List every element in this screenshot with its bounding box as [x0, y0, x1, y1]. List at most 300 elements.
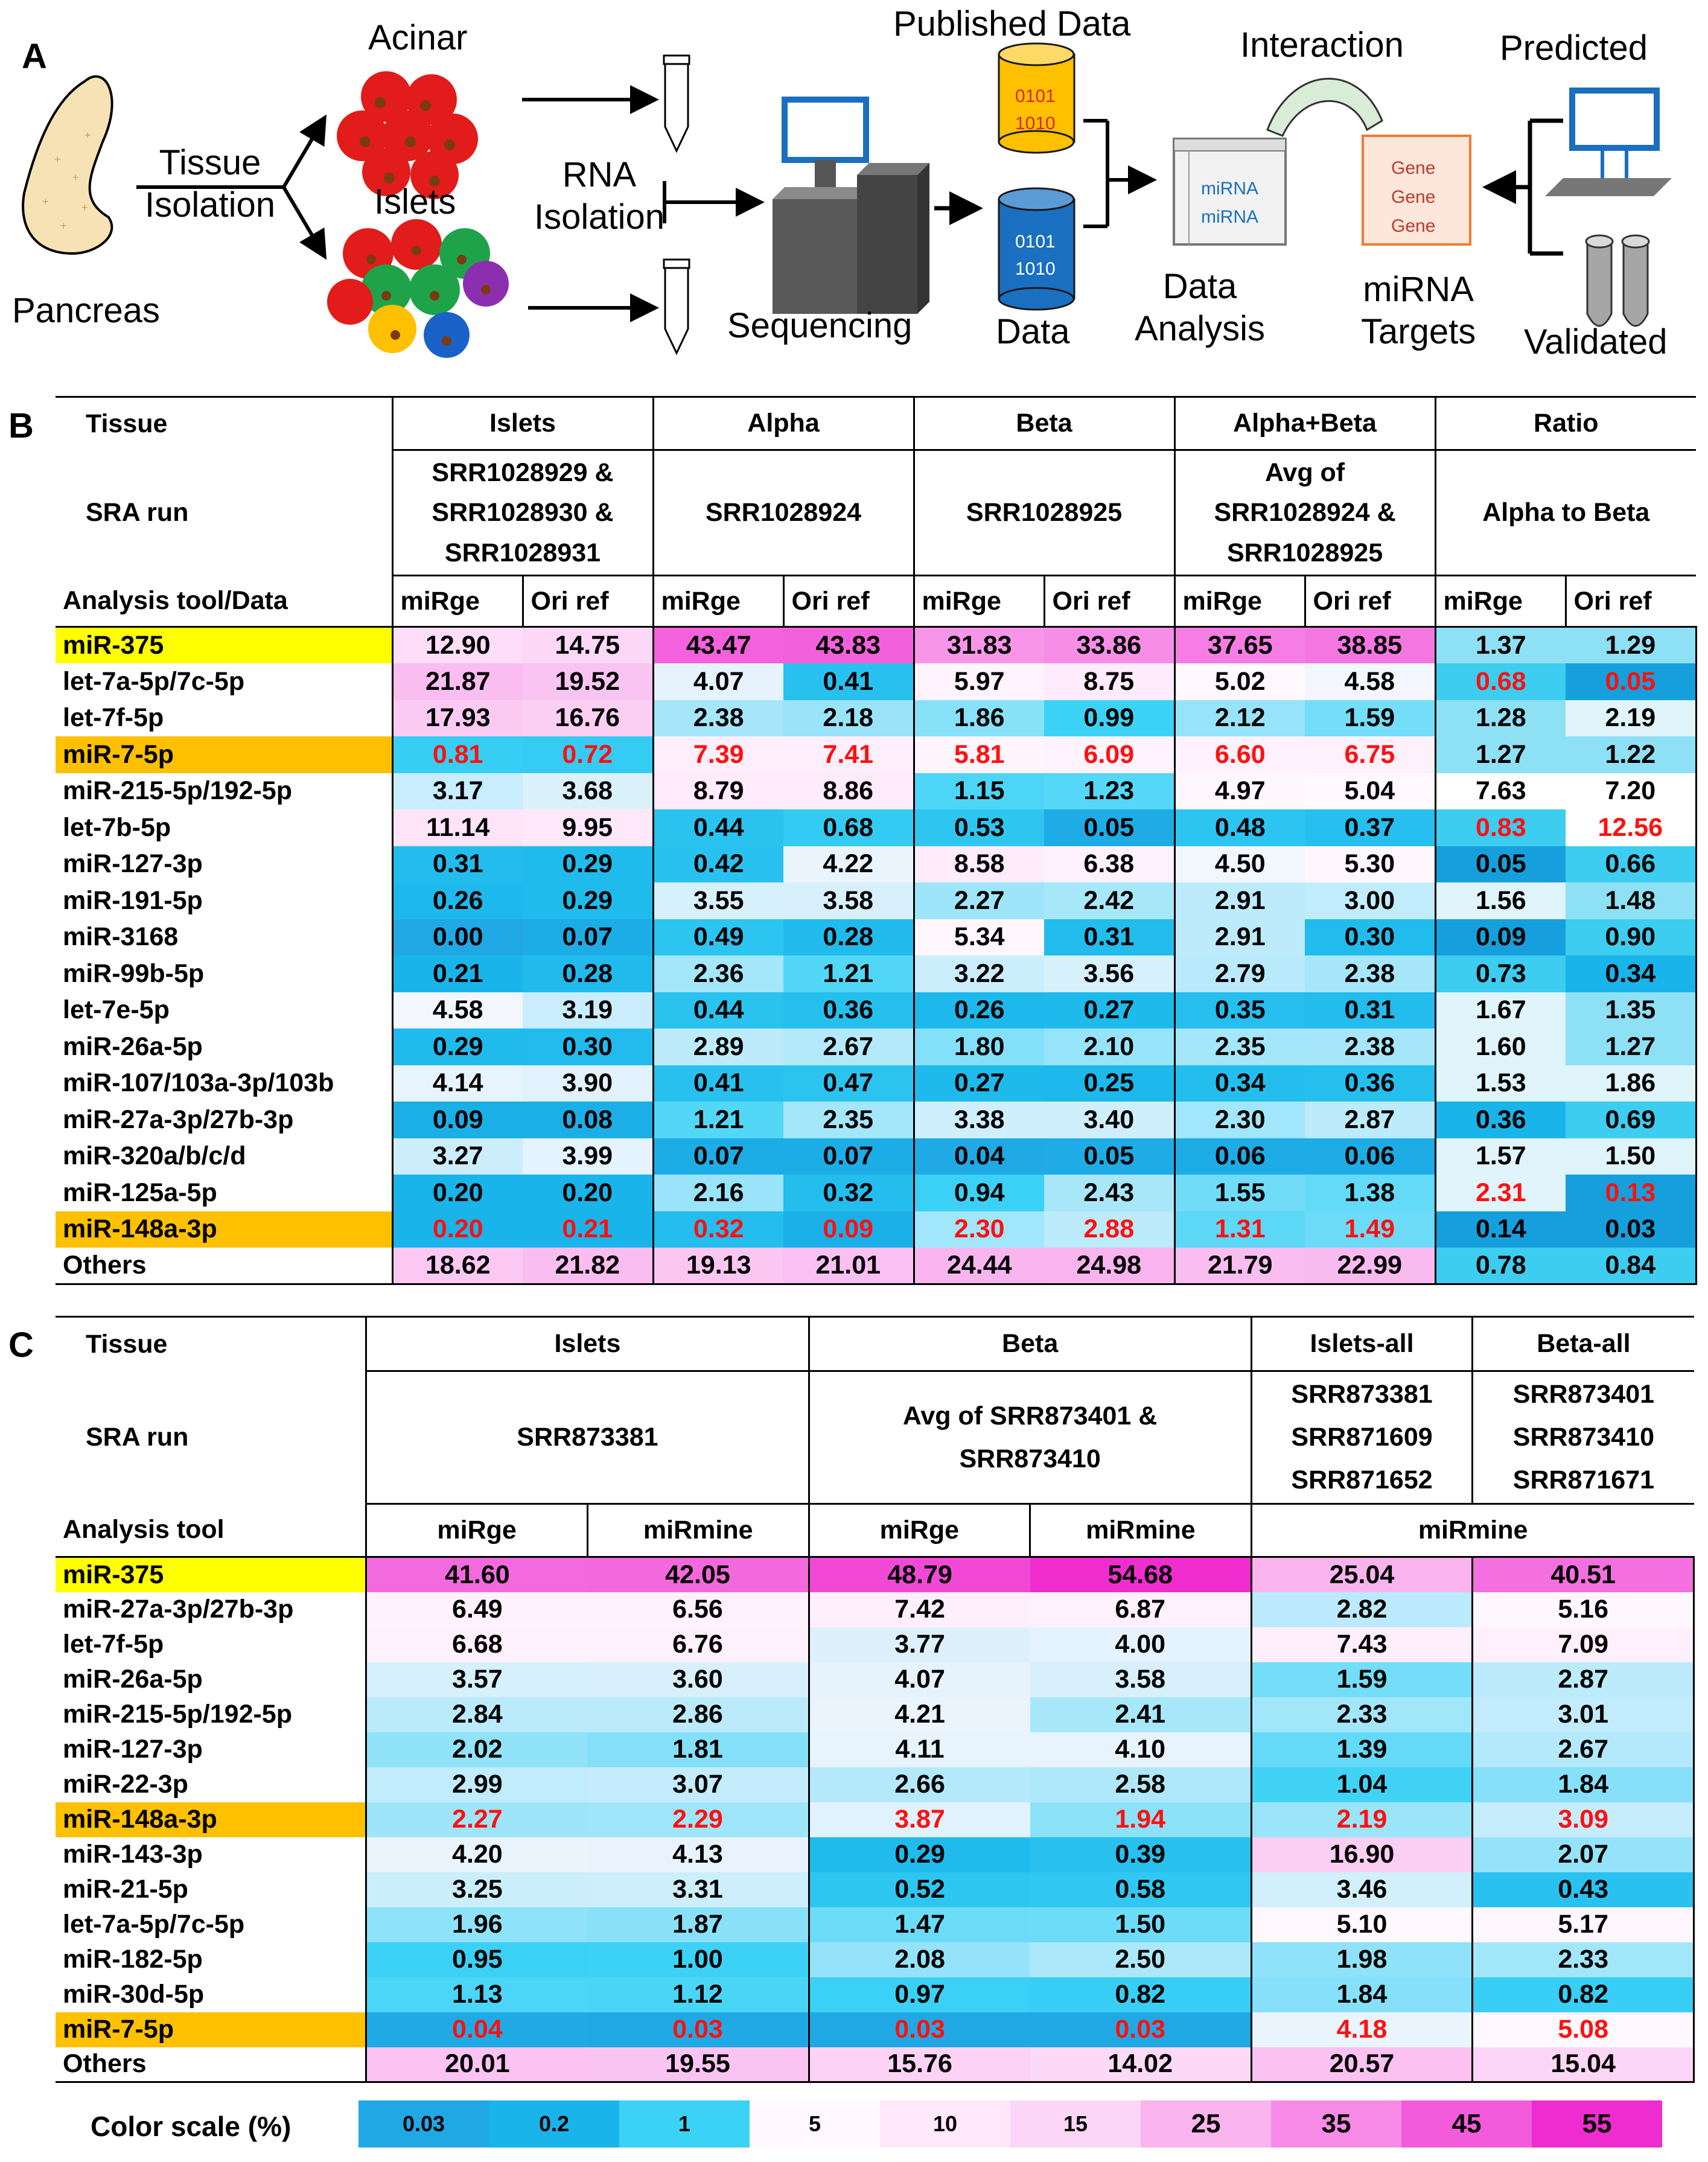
value-cell: 24.98	[1044, 1248, 1174, 1284]
value-cell: 7.63	[1435, 773, 1566, 810]
value-cell: 6.75	[1305, 736, 1435, 773]
value-cell: 5.10	[1251, 1907, 1473, 1942]
value-cell: 0.29	[392, 1028, 523, 1065]
table-c-tool-cell: miRmine	[1030, 1504, 1252, 1557]
value-cell: 20.57	[1251, 2047, 1473, 2082]
value-cell: 0.68	[783, 809, 914, 846]
value-cell: 0.53	[914, 809, 1044, 846]
row-name: miR-215-5p/192-5p	[63, 776, 292, 806]
table-row	[56, 1211, 1696, 1248]
value-cell: 3.46	[1251, 1872, 1473, 1907]
interaction-label: Interaction	[1240, 25, 1404, 65]
value-cell: 16.90	[1251, 1837, 1473, 1872]
data-label: Data	[996, 312, 1070, 351]
row-name: miR-7-5p	[56, 736, 392, 773]
row-name: miR-125a-5p	[63, 1178, 217, 1207]
sequencer-icon	[773, 100, 929, 314]
table-b-sra-row	[56, 450, 1696, 576]
table-c-sra-cell: Avg of SRR873401 & SRR873410	[809, 1371, 1251, 1504]
color-scale-stop: 0.2	[489, 2100, 619, 2148]
value-cell: 0.04	[366, 2012, 588, 2047]
table-row	[56, 1138, 1696, 1175]
value-cell: 3.31	[587, 1872, 809, 1907]
value-cell: 1.22	[1566, 736, 1696, 773]
row-name: miR-27a-3p/27b-3p	[63, 1105, 294, 1134]
value-cell: 0.99	[1044, 700, 1174, 737]
value-cell: 16.76	[523, 700, 653, 737]
row-name: miR-182-5p	[63, 1945, 203, 1974]
value-cell: 0.21	[392, 955, 523, 992]
value-cell: 3.68	[523, 773, 653, 810]
value-cell: 54.68	[1030, 1557, 1252, 1592]
value-cell: 43.47	[653, 627, 783, 664]
table-c-sra-cell: SRR873381 SRR871609 SRR871652	[1251, 1371, 1473, 1504]
value-cell: 0.27	[1044, 992, 1174, 1029]
color-scale-stop: 10	[880, 2100, 1010, 2148]
table-row	[56, 627, 1696, 664]
table-row	[56, 1977, 1694, 2012]
value-cell: 0.97	[809, 1977, 1030, 2012]
value-cell: 0.03	[1566, 1211, 1696, 1248]
published-bits: 0101 1010	[1015, 86, 1056, 133]
value-cell: 3.25	[366, 1872, 588, 1907]
value-cell: 1.98	[1251, 1942, 1473, 1977]
value-cell: 2.67	[783, 1028, 914, 1065]
data-analysis-label: Data Analysis	[1135, 267, 1265, 348]
mirna-doc-text: miRNA miRNA	[1201, 179, 1258, 227]
color-scale-stop: 1	[619, 2100, 750, 2148]
value-cell: 0.09	[1435, 919, 1566, 956]
value-cell: 21.79	[1174, 1248, 1305, 1284]
table-c-group-header: Beta-all	[1473, 1317, 1694, 1371]
value-cell: 6.60	[1174, 736, 1305, 773]
value-cell: 43.83	[783, 627, 914, 664]
value-cell: 1.57	[1435, 1138, 1566, 1175]
value-cell: 14.02	[1030, 2047, 1252, 2082]
value-cell: 2.67	[1473, 1732, 1694, 1767]
value-cell: 7.09	[1473, 1627, 1694, 1662]
value-cell: 0.30	[523, 1028, 653, 1065]
value-cell: 0.34	[1566, 955, 1696, 992]
value-cell: 2.41	[1030, 1697, 1252, 1732]
value-cell: 2.29	[587, 1802, 809, 1837]
value-cell: 4.50	[1174, 846, 1305, 883]
value-cell: 4.18	[1251, 2012, 1473, 2047]
row-name: let-7f-5p	[63, 703, 164, 733]
table-c-sra-row	[56, 1371, 1694, 1504]
value-cell: 0.32	[783, 1175, 914, 1211]
panel-b-table	[56, 396, 1697, 1285]
value-cell: 8.58	[914, 846, 1044, 883]
value-cell: 2.07	[1473, 1837, 1694, 1872]
value-cell: 0.03	[587, 2012, 809, 2047]
value-cell: 2.12	[1174, 700, 1305, 737]
value-cell: 2.08	[809, 1942, 1030, 1977]
value-cell: 2.35	[1174, 1028, 1305, 1065]
table-row	[56, 663, 1696, 700]
table-row	[56, 846, 1696, 883]
value-cell: 0.34	[1174, 1065, 1305, 1102]
value-cell: 3.19	[523, 992, 653, 1029]
value-cell: 2.82	[1251, 1592, 1473, 1627]
value-cell: 8.86	[783, 773, 914, 810]
sequencing-label: Sequencing	[727, 306, 913, 345]
value-cell: 7.39	[653, 736, 783, 773]
value-cell: 5.08	[1473, 2012, 1694, 2047]
value-cell: 1.86	[1566, 1065, 1696, 1102]
value-cell: 2.87	[1305, 1102, 1435, 1138]
table-c-tool-row	[56, 1504, 1694, 1557]
value-cell: 1.48	[1566, 882, 1696, 919]
table-b-group-header: Ratio	[1435, 397, 1696, 450]
table-b-group-header: Islets	[392, 397, 653, 450]
value-cell: 21.01	[783, 1248, 914, 1284]
value-cell: 2.19	[1251, 1802, 1473, 1837]
value-cell: 19.55	[587, 2047, 809, 2082]
value-cell: 5.81	[914, 736, 1044, 773]
value-cell: 6.76	[587, 1627, 809, 1662]
value-cell: 0.05	[1566, 663, 1696, 700]
table-row	[56, 882, 1696, 919]
table-c-sra-cell: SRR873381	[366, 1371, 809, 1504]
value-cell: 0.26	[914, 992, 1044, 1029]
value-cell: 0.20	[523, 1175, 653, 1211]
value-cell: 2.10	[1044, 1028, 1174, 1065]
value-cell: 4.07	[809, 1662, 1030, 1697]
table-row	[56, 1907, 1694, 1942]
table-b-subcol-header: miRge	[392, 576, 523, 627]
value-cell: 5.17	[1473, 1907, 1694, 1942]
table-b-subcol-header: miRge	[1435, 576, 1566, 627]
svg-text:+: +	[81, 202, 88, 214]
pancreas-label: Pancreas	[12, 291, 161, 330]
value-cell: 4.20	[366, 1837, 588, 1872]
value-cell: 1.60	[1435, 1028, 1566, 1065]
value-cell: 3.17	[392, 773, 523, 810]
value-cell: 2.38	[653, 700, 783, 737]
published-data-label: Published Data	[893, 4, 1131, 43]
value-cell: 3.57	[366, 1662, 588, 1697]
table-row	[56, 1175, 1696, 1211]
tube-icon-top	[664, 56, 689, 151]
value-cell: 0.20	[392, 1211, 523, 1248]
value-cell: 0.04	[914, 1138, 1044, 1175]
table-row	[56, 1592, 1694, 1627]
value-cell: 0.05	[1435, 846, 1566, 883]
table-c-group-header: Islets-all	[1251, 1317, 1473, 1371]
table-b-group-header: Alpha+Beta	[1174, 397, 1435, 450]
value-cell: 5.30	[1305, 846, 1435, 883]
value-cell: 6.49	[366, 1592, 588, 1627]
row-name: miR-215-5p/192-5p	[63, 1700, 292, 1729]
table-c-group-header: Islets	[366, 1317, 809, 1371]
value-cell: 9.95	[523, 809, 653, 846]
value-cell: 2.30	[1174, 1102, 1305, 1138]
row-name: Others	[56, 2047, 366, 2082]
value-cell: 0.72	[523, 736, 653, 773]
value-cell: 1.27	[1435, 736, 1566, 773]
value-cell: 15.76	[809, 2047, 1030, 2082]
table-row	[56, 919, 1696, 956]
panel-a-letter: A	[22, 37, 47, 76]
value-cell: 1.81	[587, 1732, 809, 1767]
row-name: miR-375	[56, 1557, 366, 1592]
table-b-group-header: Beta	[914, 397, 1174, 450]
islet-cells-icon	[327, 219, 509, 358]
value-cell: 1.04	[1251, 1767, 1473, 1802]
value-cell: 3.58	[1030, 1662, 1252, 1697]
value-cell: 0.82	[1473, 1977, 1694, 2012]
value-cell: 0.14	[1435, 1211, 1566, 1248]
value-cell: 2.84	[366, 1697, 588, 1732]
row-name: miR-148a-3p	[56, 1211, 392, 1248]
value-cell: 0.26	[392, 882, 523, 919]
value-cell: 1.47	[809, 1907, 1030, 1942]
row-name: miR-127-3p	[63, 1735, 203, 1764]
value-cell: 0.31	[1044, 919, 1174, 956]
row-name: miR-21-5p	[63, 1875, 188, 1904]
value-cell: 0.37	[1305, 809, 1435, 846]
table-row	[56, 2047, 1694, 2082]
value-cell: 22.99	[1305, 1248, 1435, 1284]
row-name: miR-22-3p	[63, 1770, 188, 1799]
value-cell: 4.21	[809, 1697, 1030, 1732]
value-cell: 3.77	[809, 1627, 1030, 1662]
acinar-cells-icon	[337, 71, 478, 199]
value-cell: 8.79	[653, 773, 783, 810]
value-cell: 3.90	[523, 1065, 653, 1102]
table-row	[56, 1557, 1694, 1592]
value-cell: 0.07	[523, 919, 653, 956]
value-cell: 2.50	[1030, 1942, 1252, 1977]
value-cell: 1.21	[783, 955, 914, 992]
value-cell: 2.30	[914, 1211, 1044, 1248]
color-scale-stop: 45	[1401, 2100, 1532, 2148]
value-cell: 8.75	[1044, 663, 1174, 700]
value-cell: 4.13	[587, 1837, 809, 1872]
table-b-subcol-header: Ori ref	[783, 576, 914, 627]
value-cell: 0.31	[1305, 992, 1435, 1029]
value-cell: 2.38	[1305, 1028, 1435, 1065]
predicted-label: Predicted	[1500, 28, 1648, 68]
value-cell: 2.19	[1566, 700, 1696, 737]
value-cell: 2.66	[809, 1767, 1030, 1802]
value-cell: 41.60	[366, 1557, 588, 1592]
row-name: let-7a-5p/7c-5p	[63, 666, 245, 696]
value-cell: 0.20	[392, 1175, 523, 1211]
row-name: let-7b-5p	[63, 812, 171, 842]
row-name: miR-26a-5p	[63, 1665, 203, 1694]
table-b-sra-cell: Alpha to Beta	[1435, 450, 1696, 576]
value-cell: 14.75	[523, 627, 653, 664]
value-cell: 2.33	[1251, 1697, 1473, 1732]
value-cell: 3.01	[1473, 1697, 1694, 1732]
value-cell: 0.09	[392, 1102, 523, 1138]
value-cell: 12.56	[1566, 809, 1696, 846]
rna-isolation-label: RNA Isolation	[534, 155, 665, 237]
value-cell: 1.39	[1251, 1732, 1473, 1767]
value-cell: 5.16	[1473, 1592, 1694, 1627]
table-b	[56, 396, 1697, 1285]
value-cell: 0.73	[1435, 955, 1566, 992]
value-cell: 4.00	[1030, 1627, 1252, 1662]
value-cell: 2.43	[1044, 1175, 1174, 1211]
value-cell: 2.86	[587, 1697, 809, 1732]
value-cell: 1.15	[914, 773, 1044, 810]
value-cell: 0.09	[783, 1211, 914, 1248]
value-cell: 4.10	[1030, 1732, 1252, 1767]
value-cell: 11.14	[392, 809, 523, 846]
value-cell: 3.87	[809, 1802, 1030, 1837]
panel-c-table	[56, 1316, 1695, 2083]
value-cell: 0.36	[1305, 1065, 1435, 1102]
value-cell: 2.87	[1473, 1662, 1694, 1697]
validated-tubes-icon	[1586, 235, 1649, 326]
value-cell: 0.47	[783, 1065, 914, 1102]
row-name: miR-375	[56, 627, 392, 664]
row-name: let-7e-5p	[63, 995, 170, 1025]
value-cell: 6.68	[366, 1627, 588, 1662]
value-cell: 0.94	[914, 1175, 1044, 1211]
table-row	[56, 1662, 1694, 1697]
value-cell: 0.58	[1030, 1872, 1252, 1907]
row-name: miR-99b-5p	[63, 958, 205, 988]
table-b-subcol-header: miRge	[653, 576, 783, 627]
value-cell: 0.29	[523, 882, 653, 919]
color-scale-stop: 35	[1271, 2100, 1401, 2148]
value-cell: 2.91	[1174, 882, 1305, 919]
table-row	[56, 1837, 1694, 1872]
value-cell: 3.60	[587, 1662, 809, 1697]
value-cell: 4.07	[653, 663, 783, 700]
value-cell: 0.82	[1030, 1977, 1252, 2012]
value-cell: 1.59	[1251, 1662, 1473, 1697]
value-cell: 40.51	[1473, 1557, 1694, 1592]
table-b-subcol-header: Ori ref	[1566, 576, 1696, 627]
value-cell: 1.12	[587, 1977, 809, 2012]
value-cell: 0.36	[783, 992, 914, 1029]
value-cell: 31.83	[914, 627, 1044, 664]
value-cell: 0.29	[809, 1837, 1030, 1872]
value-cell: 0.44	[653, 992, 783, 1029]
table-b-tool-row	[56, 576, 1696, 627]
table-row	[56, 1028, 1696, 1065]
value-cell: 18.62	[392, 1248, 523, 1284]
value-cell: 1.84	[1473, 1767, 1694, 1802]
table-row	[56, 1767, 1694, 1802]
value-cell: 0.81	[392, 736, 523, 773]
value-cell: 2.31	[1435, 1175, 1566, 1211]
row-name: miR-26a-5p	[63, 1032, 203, 1061]
value-cell: 3.58	[783, 882, 914, 919]
value-cell: 3.56	[1044, 955, 1174, 992]
value-cell: 0.06	[1305, 1138, 1435, 1175]
value-cell: 0.68	[1435, 663, 1566, 700]
pancreas-icon	[23, 77, 112, 254]
value-cell: 5.02	[1174, 663, 1305, 700]
table-row	[56, 736, 1696, 773]
value-cell: 2.99	[366, 1767, 588, 1802]
table-row	[56, 809, 1696, 846]
value-cell: 7.43	[1251, 1627, 1473, 1662]
color-scale-stop: 0.03	[358, 2100, 489, 2148]
data-bits: 0101 1010	[1015, 232, 1056, 279]
value-cell: 0.07	[653, 1138, 783, 1175]
value-cell: 2.38	[1305, 955, 1435, 992]
table-b-sra-cell: SRR1028925	[914, 450, 1174, 576]
table-c-tool-cell: miRmine	[587, 1504, 809, 1557]
table-row	[56, 1697, 1694, 1732]
value-cell: 1.86	[914, 700, 1044, 737]
value-cell: 2.89	[653, 1028, 783, 1065]
table-c-tool-cell: miRge	[809, 1504, 1030, 1557]
value-cell: 1.50	[1030, 1907, 1252, 1942]
value-cell: 1.28	[1435, 700, 1566, 737]
value-cell: 0.05	[1044, 1138, 1174, 1175]
value-cell: 0.84	[1566, 1248, 1696, 1284]
value-cell: 3.09	[1473, 1802, 1694, 1837]
value-cell: 1.56	[1435, 882, 1566, 919]
table-c-tool-header: Analysis tool	[56, 1504, 366, 1557]
value-cell: 0.30	[1305, 919, 1435, 956]
row-name: miR-127-3p	[63, 849, 203, 879]
value-cell: 4.58	[1305, 663, 1435, 700]
table-row	[56, 1065, 1696, 1102]
value-cell: 0.35	[1174, 992, 1305, 1029]
color-scale-stop: 5	[750, 2100, 880, 2148]
value-cell: 2.35	[783, 1102, 914, 1138]
value-cell: 33.86	[1044, 627, 1174, 664]
value-cell: 0.07	[783, 1138, 914, 1175]
svg-text:+: +	[84, 129, 91, 141]
value-cell: 2.27	[366, 1802, 588, 1837]
value-cell: 0.28	[783, 919, 914, 956]
table-row	[56, 992, 1696, 1029]
table-b-subcol-header: Ori ref	[1044, 576, 1174, 627]
validated-label: Validated	[1524, 322, 1668, 362]
value-cell: 21.82	[523, 1248, 653, 1284]
value-cell: 1.29	[1566, 627, 1696, 664]
value-cell: 4.97	[1174, 773, 1305, 810]
table-b-group-header: Alpha	[653, 397, 914, 450]
value-cell: 3.55	[653, 882, 783, 919]
value-cell: 0.06	[1174, 1138, 1305, 1175]
value-cell: 1.53	[1435, 1065, 1566, 1102]
value-cell: 2.42	[1044, 882, 1174, 919]
value-cell: 4.58	[392, 992, 523, 1029]
value-cell: 1.94	[1030, 1802, 1252, 1837]
table-c-header-row	[56, 1317, 1694, 1371]
value-cell: 1.13	[366, 1977, 588, 2012]
value-cell: 4.14	[392, 1065, 523, 1102]
row-name: miR-191-5p	[63, 885, 203, 915]
table-row	[56, 1802, 1694, 1837]
table-row	[56, 955, 1696, 992]
table-c-tool-cell: miRmine	[1251, 1504, 1694, 1557]
value-cell: 38.85	[1305, 627, 1435, 664]
svg-text:+: +	[54, 153, 61, 165]
table-row	[56, 1942, 1694, 1977]
table-b-subcol-header: miRge	[1174, 576, 1305, 627]
value-cell: 0.13	[1566, 1175, 1696, 1211]
value-cell: 3.99	[523, 1138, 653, 1175]
value-cell: 2.27	[914, 882, 1044, 919]
value-cell: 42.05	[587, 1557, 809, 1592]
table-b-sra-header: SRA run	[86, 498, 189, 528]
table-b-tool-header: Analysis tool/Data	[56, 576, 392, 627]
value-cell: 0.69	[1566, 1102, 1696, 1138]
table-b-header-row	[56, 397, 1696, 450]
